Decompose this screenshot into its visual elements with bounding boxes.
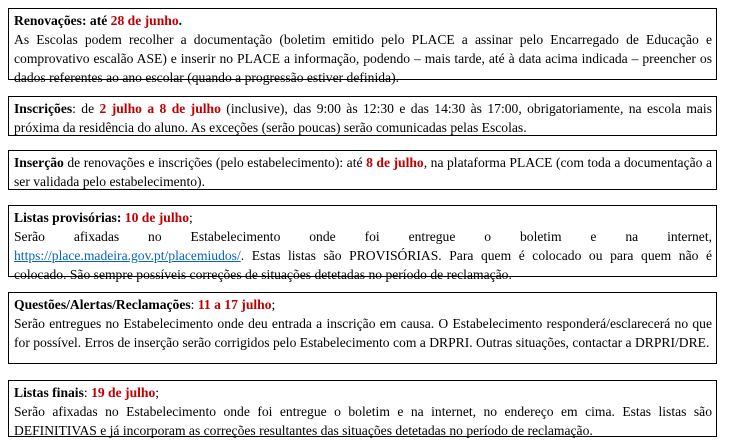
section-title: Inserção [14,155,64,170]
section-insercao [8,150,717,190]
place-link[interactable]: https://place.madeira.gov.pt/placemiudos/ [14,248,241,263]
section-renovacoes [8,8,717,85]
section-inscricoes [8,96,717,136]
section-listas-provisorias [8,205,717,282]
section-body: As Escolas podem recolher a documentação (boletim emitido pelo PLACE a assinar pelo Encarregado de Educação e comprovativo escalão ASE) e inserir no PLACE a informação, podendo – mais tarde, até à data acima indicada – preencher os dados referentes ao ano escolar (quando a progressão estiver definida). [14,32,712,85]
section-separator: : [190,297,198,312]
section-body-rest [14,246,712,284]
section-listas-finais [8,380,717,437]
section-title: Listas provisórias: [14,210,122,225]
section-after-date: (inclusive), das 9:00 às 12:30 e das 14:30 às 17:00, obrigatoriamente, na escola mais próxima da residência do aluno. As exceções (serão poucas) serão comunicadas pelas Escolas. [14,101,712,135]
section-heading [14,383,712,402]
section-date: 28 de junho [110,13,179,28]
section-body-line1: Serão afixadas no Estabelecimento onde foi entregue o boletim e na internet, [14,229,712,244]
section-body-text: . Estas listas são PROVISÓRIAS. Para quem é colocado ou para quem não é colocado. São sempre possíveis correções de situações detetadas no período de reclamação. [14,248,712,282]
section-text [14,153,712,191]
section-after-date: ; [155,385,160,400]
section-date: 11 a 17 julho [197,297,272,312]
section-heading [14,295,712,314]
section-separator: : de [72,101,100,116]
section-after-date: ; [271,297,276,312]
section-heading [14,208,712,227]
section-separator: de renovações e inscrições (pelo estabelecimento): até [63,155,367,170]
section-separator: : [83,385,92,400]
section-title: Renovações [14,13,82,28]
section-title: Listas finais [14,385,84,400]
section-questoes [8,292,717,364]
section-date: 8 de julho [366,155,424,170]
section-body: Serão entregues no Estabelecimento onde deu entrada a inscrição em causa. O Estabelecimento responderá/esclarecerá no que for possível. Erros de inserção serão corrigidos pelo Estabelecimento com a DRPRI. Outras situações, contactar a DRPRI/DRE. [14,316,712,350]
section-after-date: . [178,13,183,28]
section-date: 19 de julho [91,385,156,400]
section-date: 10 de julho [124,210,190,225]
section-heading [14,11,712,30]
section-after-date: , na plataforma PLACE (com toda a documentação a ser validada pelo estabelecimento). [14,155,713,189]
section-separator: : até [81,13,111,28]
section-text [14,99,712,137]
section-after-date: ; [189,210,193,225]
section-title: Inscrições [14,101,73,116]
section-date: 2 julho a 8 de julho [99,101,221,116]
section-body: Serão afixadas no Estabelecimento onde foi entregue o boletim e na internet, no endereço em cima. Estas listas são DEFINITIVAS e já incorporam as correções resultantes das situações detetadas no período de reclamação. [14,404,712,438]
section-title: Questões/Alertas/Reclamações [14,297,191,312]
